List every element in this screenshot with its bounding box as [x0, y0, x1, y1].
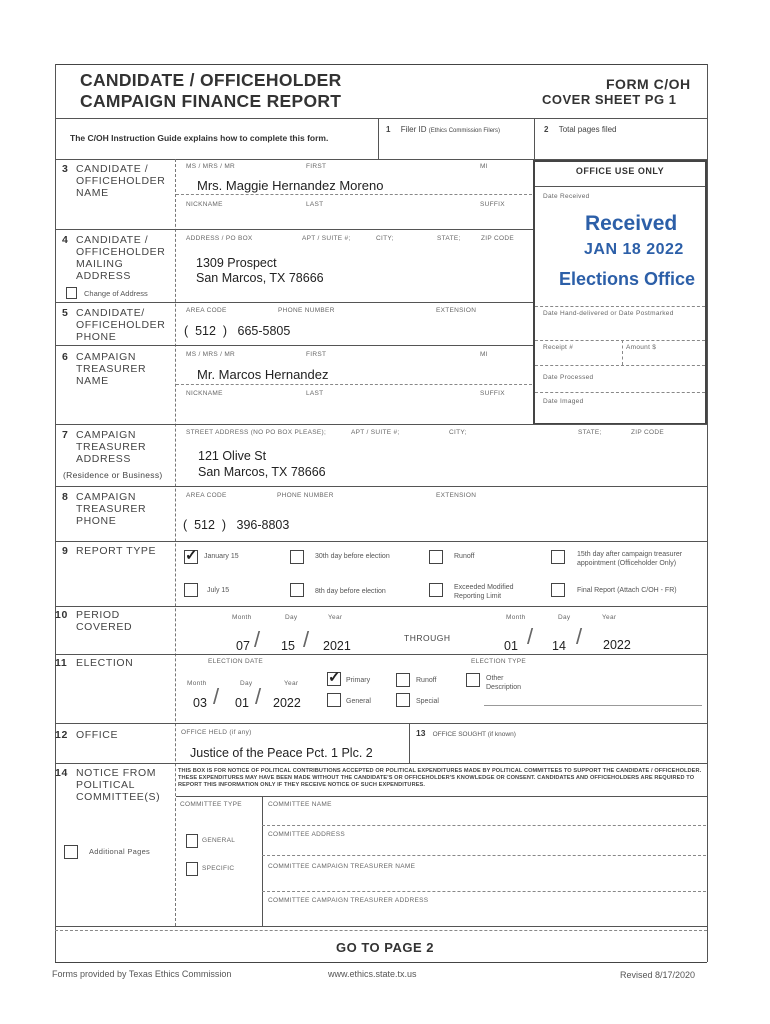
- s4-city-header: CITY;: [376, 235, 394, 242]
- frame-right: [707, 64, 708, 962]
- row-line: [176, 796, 707, 797]
- slash: /: [213, 684, 220, 709]
- divider: [409, 723, 410, 763]
- instructions-text: The C/OH Instruction Guide explains how to complete this form.: [70, 133, 329, 143]
- s7-city-header: CITY;: [449, 429, 467, 436]
- section7-label: [62, 429, 146, 465]
- section5-num: 5: [62, 307, 69, 319]
- change-of-address-label: Change of Address: [84, 289, 148, 298]
- section11-label: [55, 657, 133, 669]
- report-runoff-label: Runoff: [454, 553, 475, 560]
- slash: /: [254, 627, 261, 652]
- report-jan15-label: January 15: [204, 553, 239, 560]
- s7-state-header: STATE;: [578, 429, 602, 436]
- s4-apt-header: APT / SUITE #;: [302, 235, 351, 242]
- report-july15-checkbox[interactable]: [184, 583, 198, 597]
- candidate-address-line1: 1309 Prospect: [196, 256, 277, 270]
- election-runoff-label: Runoff: [416, 677, 437, 684]
- row-line: [262, 855, 706, 856]
- s8-ext-header: EXTENSION: [436, 492, 477, 499]
- slash: /: [303, 627, 310, 652]
- row-line: [55, 606, 707, 607]
- section9-num: 9: [62, 545, 69, 557]
- section12-label: [55, 729, 118, 741]
- change-of-address-checkbox[interactable]: [66, 287, 77, 299]
- footer-provided: Forms provided by Texas Ethics Commission: [52, 969, 232, 979]
- other-description-line: [484, 705, 702, 706]
- election-date-header: ELECTION DATE: [208, 658, 264, 665]
- section11-num: 11: [55, 657, 68, 669]
- s3-suffix-header: SUFFIX: [480, 201, 505, 208]
- candidate-address-line2: San Marcos, TX 78666: [196, 271, 324, 285]
- s7-street-header: STREET ADDRESS (NO PO BOX PLEASE);: [186, 429, 327, 436]
- header-divider: [55, 118, 707, 119]
- election-month: 03: [193, 696, 207, 710]
- candidate-name: Mrs. Maggie Hernandez Moreno: [197, 178, 384, 193]
- filer-id-note: (Ethics Commission Filers): [428, 128, 501, 134]
- section6-l1: CAMPAIGN: [76, 351, 137, 363]
- s6-last-header: LAST: [306, 390, 324, 397]
- section7-sub: (Residence or Business): [63, 470, 163, 480]
- section12-num: 12: [55, 729, 68, 741]
- committee-type-header: COMMITTEE TYPE: [180, 801, 242, 808]
- s6-suffix-header: SUFFIX: [480, 390, 505, 397]
- section6-num: 6: [62, 351, 69, 363]
- filer-id-text: Filer ID: [400, 125, 427, 134]
- filer-id-num: 1: [386, 125, 391, 134]
- s3-last-header: LAST: [306, 201, 324, 208]
- section6-l2: TREASURER: [76, 363, 147, 375]
- section5-l3: PHONE: [76, 331, 117, 343]
- s6-ms-header: MS / MRS / MR: [186, 351, 236, 358]
- section13-text: OFFICE SOUGHT (if known): [432, 731, 516, 738]
- s11-year-header: Year: [284, 680, 299, 687]
- election-other-checkbox[interactable]: [466, 673, 480, 687]
- row-line: [176, 194, 532, 195]
- office-sought-label: [416, 728, 516, 738]
- imaged-label: Date Imaged: [543, 398, 584, 405]
- stamp-office: Elections Office: [559, 269, 696, 289]
- treasurer-phone-number: 396-8803: [236, 518, 290, 532]
- section10-l2: COVERED: [76, 621, 133, 633]
- footer-revised: Revised 8/17/2020: [620, 970, 696, 980]
- additional-pages-label: Additional Pages: [89, 847, 151, 856]
- row-line: [535, 392, 705, 393]
- row-line: [55, 930, 707, 931]
- report-15day-checkbox[interactable]: [551, 550, 565, 564]
- receipt-label: Receipt #: [543, 344, 574, 351]
- section14-l1: NOTICE FROM: [76, 767, 157, 779]
- row-line: [535, 306, 705, 307]
- section7-l3: ADDRESS: [76, 453, 131, 465]
- section8-l1: CAMPAIGN: [76, 491, 137, 503]
- s6-first-header: FIRST: [306, 351, 327, 358]
- hand-delivered-label: Date Hand-delivered or Date Postmarked: [543, 310, 674, 317]
- treasurer-address-line1: 121 Olive St: [198, 449, 267, 463]
- treasurer-area-code: 512: [194, 518, 215, 532]
- s10-to-day-header: Day: [558, 614, 571, 621]
- amount-label: Amount $: [626, 344, 657, 351]
- row-line: [535, 186, 705, 187]
- section4-l3: MAILING: [76, 258, 124, 270]
- divider: [534, 118, 535, 160]
- period-from-day: 15: [281, 639, 295, 653]
- report-exceeded-label: Exceeded Modified Reporting Limit: [454, 584, 514, 600]
- treasurer-phone: ( 512 ) 396-8803: [183, 518, 290, 532]
- section3-l2: OFFICEHOLDER: [76, 175, 166, 187]
- s10-from-month-header: Month: [232, 614, 252, 621]
- divider: [378, 118, 379, 160]
- election-special-label: Special: [416, 698, 439, 705]
- section8-l3: PHONE: [76, 515, 117, 527]
- report-8day-checkbox[interactable]: [290, 583, 304, 597]
- s4-zip-header: ZIP CODE: [481, 235, 514, 242]
- report-jan15-checkbox[interactable]: [184, 550, 198, 564]
- row-line: [55, 229, 533, 230]
- section5-label: [62, 307, 165, 343]
- section7-num: 7: [62, 429, 69, 441]
- s3-mi-header: MI: [480, 163, 488, 170]
- election-primary-label: Primary: [346, 677, 371, 684]
- row-line: [535, 365, 705, 366]
- report-15day-label: 15th day after campaign treasurer appointment (Officeholder Only): [577, 551, 683, 567]
- committee-notice-text: THIS BOX IS FOR NOTICE OF POLITICAL CONTRIBUTIONS ACCEPTED OR POLITICAL EXPENDITURES MADE BY POLITICAL COMMITTEES TO SUPPORT THE CANDIDATE / OFFICEHOLDER. THESE EXPENDITURES MAY HAVE BEEN MADE WITHOUT THE CANDIDATE'S OR OFFICEHOLDER'S KNOWLEDGE OR CONSENT. CANDIDATES AND OFFICEHOLDERS ARE REQUIRED TO REPORT THIS INFORMATION ONLY IF THEY RECEIVE NOTICE OF SUCH EXPENDITURES.: [178, 768, 702, 788]
- report-final-checkbox[interactable]: [551, 583, 565, 597]
- s3-nickname-header: NICKNAME: [186, 201, 223, 208]
- period-to-month: 01: [504, 639, 518, 653]
- report-30day-label: 30th day before election: [315, 553, 390, 560]
- s5-phone-header: PHONE NUMBER: [278, 307, 335, 314]
- committee-general-label: GENERAL: [202, 837, 236, 844]
- report-exceeded-checkbox[interactable]: [429, 583, 443, 597]
- additional-pages-checkbox[interactable]: [64, 845, 78, 859]
- s3-ms-header: MS / MRS / MR: [186, 163, 236, 170]
- committee-address-header: COMMITTEE ADDRESS: [268, 831, 345, 838]
- stamp-date: JAN 18 2022: [584, 241, 684, 258]
- committee-name-header: COMMITTEE NAME: [268, 801, 332, 808]
- committee-treasurer-address-header: COMMITTEE CAMPAIGN TREASURER ADDRESS: [268, 897, 429, 904]
- s6-nickname-header: NICKNAME: [186, 390, 223, 397]
- row-line: [55, 486, 707, 487]
- candidate-phone-number: 665-5805: [237, 324, 291, 338]
- period-to-year: 2022: [603, 638, 631, 652]
- footer-url[interactable]: www.ethics.state.tx.us: [328, 969, 417, 979]
- s4-address-header: ADDRESS / PO BOX: [186, 235, 253, 242]
- section4-l2: OFFICEHOLDER: [76, 246, 166, 258]
- office-held-value: Justice of the Peace Pct. 1 Plc. 2: [190, 746, 373, 760]
- section10-l1: PERIOD: [76, 609, 120, 621]
- section12-text: OFFICE: [76, 729, 119, 741]
- divider: [622, 340, 623, 365]
- frame-top: [55, 64, 707, 65]
- s7-zip-header: ZIP CODE: [631, 429, 664, 436]
- election-general-label: General: [346, 698, 371, 705]
- go-to-page-2: GO TO PAGE 2: [336, 940, 434, 955]
- date-received-label: Date Received: [543, 193, 590, 200]
- slash: /: [527, 624, 534, 649]
- candidate-area-code: 512: [195, 324, 216, 338]
- section4-l1: CANDIDATE /: [76, 234, 149, 246]
- section9-text: REPORT TYPE: [76, 545, 157, 557]
- report-runoff-checkbox[interactable]: [429, 550, 443, 564]
- row-line: [55, 424, 707, 425]
- section4-l4: ADDRESS: [76, 270, 131, 282]
- office-held-header: OFFICE HELD (if any): [181, 729, 252, 736]
- report-8day-label: 8th day before election: [315, 588, 386, 595]
- processed-label: Date Processed: [543, 374, 594, 381]
- committee-treasurer-name-header: COMMITTEE CAMPAIGN TREASURER NAME: [268, 863, 416, 870]
- election-general-checkbox[interactable]: [327, 693, 341, 707]
- s10-to-year-header: Year: [602, 614, 617, 621]
- candidate-phone: ( 512 ) 665-5805: [184, 324, 291, 338]
- section3-l1: CANDIDATE /: [76, 163, 149, 175]
- section3-label: [62, 163, 165, 199]
- frame-left: [55, 64, 56, 962]
- treasurer-name: Mr. Marcos Hernandez: [197, 367, 329, 382]
- row-line: [55, 926, 707, 927]
- row-line: [262, 891, 706, 892]
- slash: /: [576, 624, 583, 649]
- section4-num: 4: [62, 234, 69, 246]
- through-label: THROUGH: [404, 633, 451, 643]
- row-line: [55, 763, 707, 764]
- s7-apt-header: APT / SUITE #;: [351, 429, 400, 436]
- section3-l3: NAME: [76, 187, 109, 199]
- period-from-month: 07: [236, 639, 250, 653]
- form-title-line1: CANDIDATE / OFFICEHOLDER: [80, 70, 342, 90]
- section7-l2: TREASURER: [76, 441, 147, 453]
- row-line: [176, 384, 532, 385]
- frame-bottom: [55, 962, 707, 963]
- s5-area-header: AREA CODE: [186, 307, 227, 314]
- filer-id-label: [386, 125, 500, 134]
- report-final-label: Final Report (Attach C/OH - FR): [577, 587, 677, 594]
- s6-mi-header: MI: [480, 351, 488, 358]
- cover-sheet-label: COVER SHEET PG 1: [542, 92, 677, 107]
- election-year: 2022: [273, 696, 301, 710]
- row-line: [55, 302, 533, 303]
- s3-first-header: FIRST: [306, 163, 327, 170]
- section10-label: [55, 609, 132, 633]
- election-other-label: Other Description: [486, 675, 522, 691]
- office-use-title: OFFICE USE ONLY: [575, 166, 665, 176]
- section14-l2: POLITICAL: [76, 779, 136, 791]
- row-line: [55, 654, 707, 655]
- row-line: [535, 340, 705, 341]
- committee-general-checkbox[interactable]: [186, 834, 198, 848]
- label-column-divider: [175, 159, 176, 926]
- stamp-received: Received: [585, 212, 678, 235]
- section8-l2: TREASURER: [76, 503, 147, 515]
- slash: /: [255, 684, 262, 709]
- row-line: [55, 345, 533, 346]
- s10-from-day-header: Day: [285, 614, 298, 621]
- row-line: [55, 541, 707, 542]
- s4-state-header: STATE;: [437, 235, 461, 242]
- section4-label: [62, 234, 165, 282]
- row-line: [55, 723, 707, 724]
- total-pages-num: 2: [544, 125, 549, 134]
- section9-label: [62, 545, 156, 557]
- row-line: [262, 825, 706, 826]
- section8-label: [62, 491, 146, 527]
- election-day: 01: [235, 696, 249, 710]
- s8-area-header: AREA CODE: [186, 492, 227, 499]
- election-runoff-checkbox[interactable]: [396, 673, 410, 687]
- section13-num: 13: [416, 728, 426, 738]
- s11-month-header: Month: [187, 680, 207, 687]
- report-july15-label: July 15: [207, 587, 230, 594]
- s10-to-month-header: Month: [506, 614, 526, 621]
- election-special-checkbox[interactable]: [396, 693, 410, 707]
- section10-num: 10: [55, 609, 68, 621]
- section8-num: 8: [62, 491, 69, 503]
- section3-num: 3: [62, 163, 69, 175]
- section14-num: 14: [55, 767, 68, 779]
- section6-l3: NAME: [76, 375, 109, 387]
- total-pages-text: Total pages filed: [558, 125, 617, 134]
- s8-phone-header: PHONE NUMBER: [277, 492, 334, 499]
- section11-text: ELECTION: [76, 657, 134, 669]
- s11-day-header: Day: [240, 680, 253, 687]
- form-title-line2: CAMPAIGN FINANCE REPORT: [80, 91, 342, 111]
- report-30day-checkbox[interactable]: [290, 550, 304, 564]
- treasurer-address-line2: San Marcos, TX 78666: [198, 465, 326, 479]
- s10-from-year-header: Year: [328, 614, 343, 621]
- form-id: FORM C/OH: [606, 76, 691, 92]
- election-type-header: ELECTION TYPE: [471, 658, 527, 665]
- election-primary-checkbox[interactable]: [327, 672, 341, 686]
- committee-specific-label: SPECIFIC: [202, 865, 235, 872]
- divider: [262, 796, 263, 926]
- period-to-day: 14: [552, 639, 566, 653]
- period-from-year: 2021: [323, 639, 351, 653]
- total-pages-label: [544, 125, 617, 134]
- section14-l3: COMMITTEE(S): [76, 791, 161, 803]
- s5-ext-header: EXTENSION: [436, 307, 477, 314]
- section6-label: [62, 351, 146, 387]
- section5-l2: OFFICEHOLDER: [76, 319, 166, 331]
- section14-label: [55, 767, 160, 803]
- committee-specific-checkbox[interactable]: [186, 862, 198, 876]
- section5-l1: CANDIDATE/: [76, 307, 145, 319]
- section7-l1: CAMPAIGN: [76, 429, 137, 441]
